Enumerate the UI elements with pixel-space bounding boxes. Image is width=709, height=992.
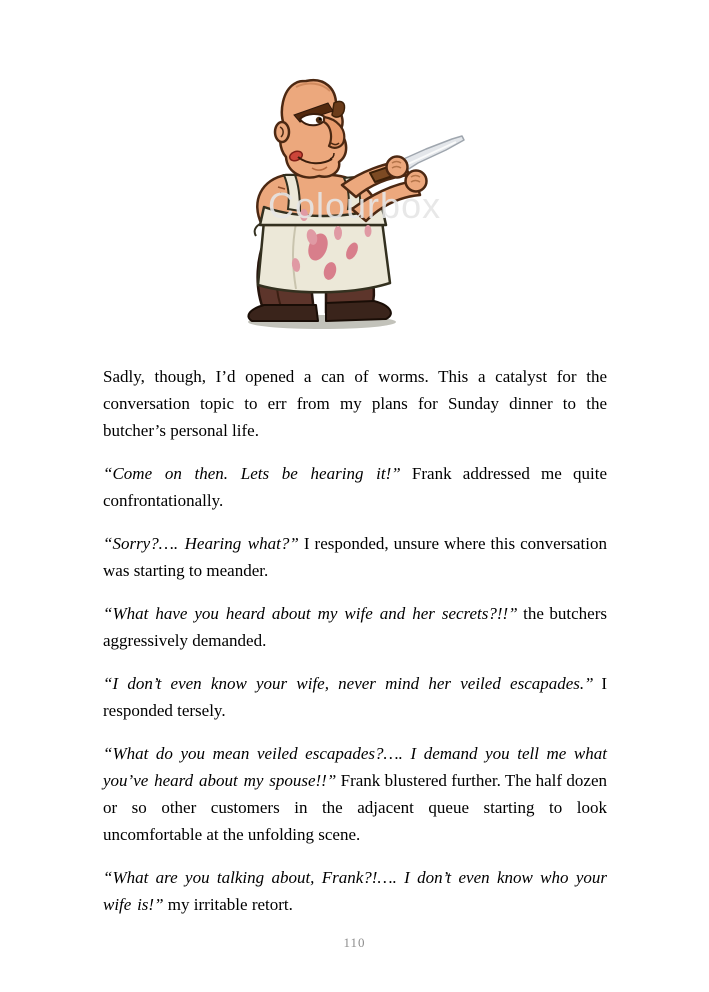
paragraph [103, 740, 607, 848]
butcher-illustration [234, 75, 474, 333]
quote-text: “What are you talking about, Frank?!…. I don’t even know who your wife is!” [103, 868, 607, 914]
paragraph [103, 530, 607, 584]
narration-text: Sadly, though, I’d opened a can of worms. This a catalyst for the conversation topic to err from my plans for Sunday dinner to the butcher’s personal life. [103, 367, 607, 440]
quote-text: “Sorry?…. Hearing what?” [103, 534, 299, 553]
narration-text: the butchers aggressively demanded. [103, 604, 607, 650]
paragraph [103, 363, 607, 444]
hair-tuft [332, 101, 345, 117]
paragraph [103, 600, 607, 654]
narration-text: I responded, unsure where this conversation was starting to meander. [103, 534, 607, 580]
stock-photo-watermark: Colourbox [268, 185, 442, 226]
pupil [316, 117, 322, 123]
paragraph [103, 670, 607, 724]
narration-text: Frank blustered further. The half dozen or so other customers in the adjacent queue starting to look uncomfortable at the unfolding scene. [103, 771, 607, 844]
quote-text: “What do you mean veiled escapades?…. I demand you tell me what you’ve heard about my spouse!!” [103, 744, 607, 790]
paragraph [103, 460, 607, 514]
narration-text: my irritable retort. [163, 895, 293, 914]
paragraph [103, 864, 607, 918]
ear [275, 122, 289, 142]
narration-text: Frank addressed me quite confrontationally. [103, 464, 608, 510]
page-number: 110 [343, 935, 366, 950]
head [275, 80, 346, 177]
body-text [103, 363, 607, 934]
quote-text: “Come on then. Lets be hearing it!” [103, 464, 401, 483]
butcher-drawing [234, 75, 474, 333]
narration-text: I responded tersely. [103, 674, 607, 720]
quote-text: “I don’t even know your wife, never mind her veiled escapades.” [103, 674, 594, 693]
quote-text: “What have you heard about my wife and her secrets?!!” [103, 604, 518, 623]
